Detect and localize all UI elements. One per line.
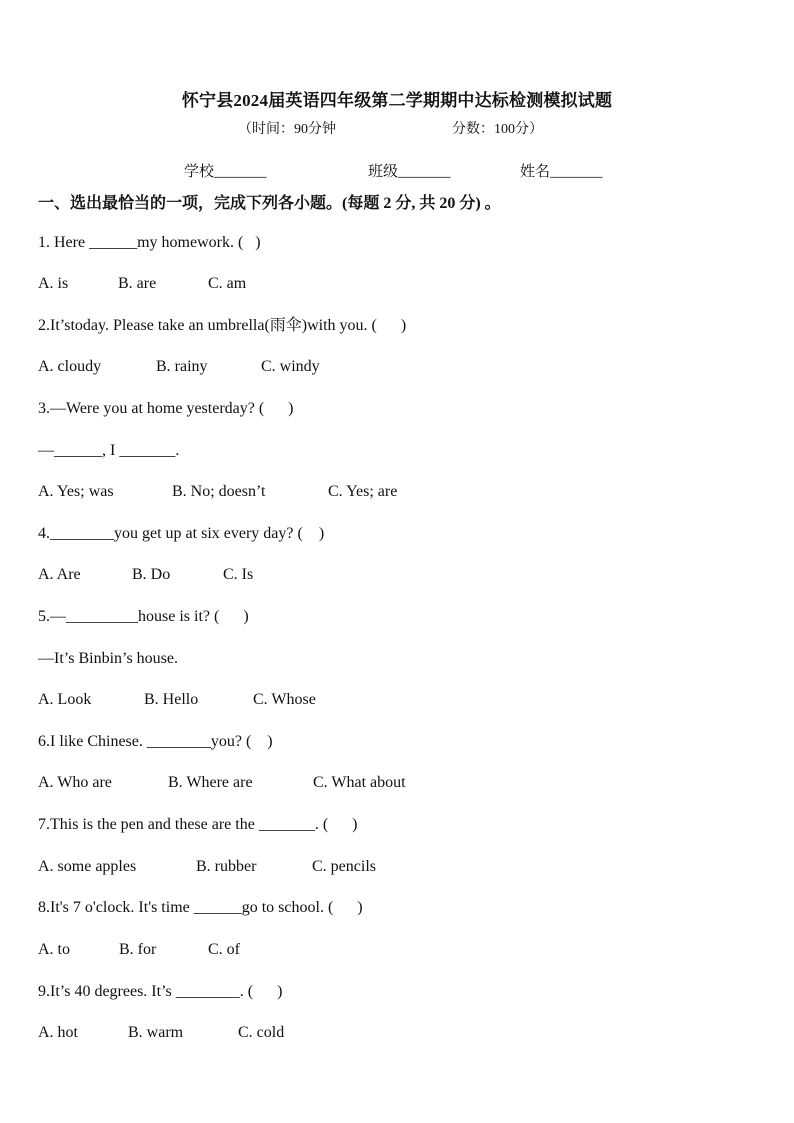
option-a[interactable]: A. hot — [38, 1024, 78, 1041]
option-b[interactable]: B. are — [118, 275, 157, 292]
option-c[interactable]: C. What about — [313, 774, 406, 791]
option-b[interactable]: B. Hello — [144, 691, 199, 708]
exam-time: （时间：90分钟 — [238, 122, 336, 137]
dialogue-line: —______, I _______. — [38, 442, 180, 459]
question-stem: 7.This is the pen and these are the _______. ( ) — [38, 816, 358, 833]
class-field[interactable]: 班级_______ — [368, 164, 451, 180]
question-stem: 6.I like Chinese. ________you? ( ) — [38, 733, 273, 750]
option-b[interactable]: B. rainy — [156, 358, 208, 375]
name-field[interactable]: 姓名_______ — [520, 164, 603, 180]
option-b[interactable]: B. No; doesn’t — [172, 483, 266, 500]
option-b[interactable]: B. rubber — [196, 858, 257, 875]
exam-title: 怀宁县2024届英语四年级第二学期期中达标检测模拟试题 — [181, 91, 613, 110]
question-stem: 9.It’s 40 degrees. It’s ________. ( ) — [38, 983, 283, 1000]
option-c[interactable]: C. Yes; are — [328, 483, 398, 500]
option-c[interactable]: C. Is — [223, 566, 254, 583]
option-a[interactable]: A. Yes; was — [38, 483, 114, 500]
option-b[interactable]: B. Do — [132, 566, 171, 583]
option-a[interactable]: A. some apples — [38, 858, 137, 875]
option-c[interactable]: C. am — [208, 275, 247, 292]
option-a[interactable]: A. to — [38, 941, 70, 958]
option-c[interactable]: C. of — [208, 941, 240, 958]
question-stem: 1. Here ______my homework. ( ) — [38, 234, 261, 251]
option-c[interactable]: C. windy — [261, 358, 320, 375]
option-b[interactable]: B. warm — [128, 1024, 184, 1041]
option-c[interactable]: C. Whose — [253, 691, 316, 708]
option-a[interactable]: A. cloudy — [38, 358, 102, 375]
dialogue-line: —It’s Binbin’s house. — [38, 650, 179, 667]
question-stem: 8.It's 7 o'clock. It's time ______go to school. ( ) — [38, 899, 363, 916]
school-field[interactable]: 学校_______ — [184, 164, 267, 180]
option-b[interactable]: B. for — [119, 941, 157, 958]
option-b[interactable]: B. Where are — [168, 774, 253, 791]
option-a[interactable]: A. is — [38, 275, 69, 292]
option-a[interactable]: A. Are — [38, 566, 81, 583]
option-c[interactable]: C. pencils — [312, 858, 376, 875]
question-stem: 2.It’stoday. Please take an umbrella(雨伞)with you. ( ) — [38, 317, 407, 334]
option-a[interactable]: A. Who are — [38, 774, 112, 791]
option-a[interactable]: A. Look — [38, 691, 92, 708]
question-stem: 4.________you get up at six every day? ( ) — [38, 525, 325, 542]
option-c[interactable]: C. cold — [238, 1024, 285, 1041]
question-stem: 5.—_________house is it? ( ) — [38, 608, 249, 625]
question-stem: 3.—Were you at home yesterday? ( ) — [38, 400, 294, 417]
section-heading: 一、选出最恰当的一项，完成下列各小题。(每题 2 分, 共 20 分) 。 — [38, 195, 501, 212]
exam-score: 分数：100分） — [452, 122, 543, 137]
